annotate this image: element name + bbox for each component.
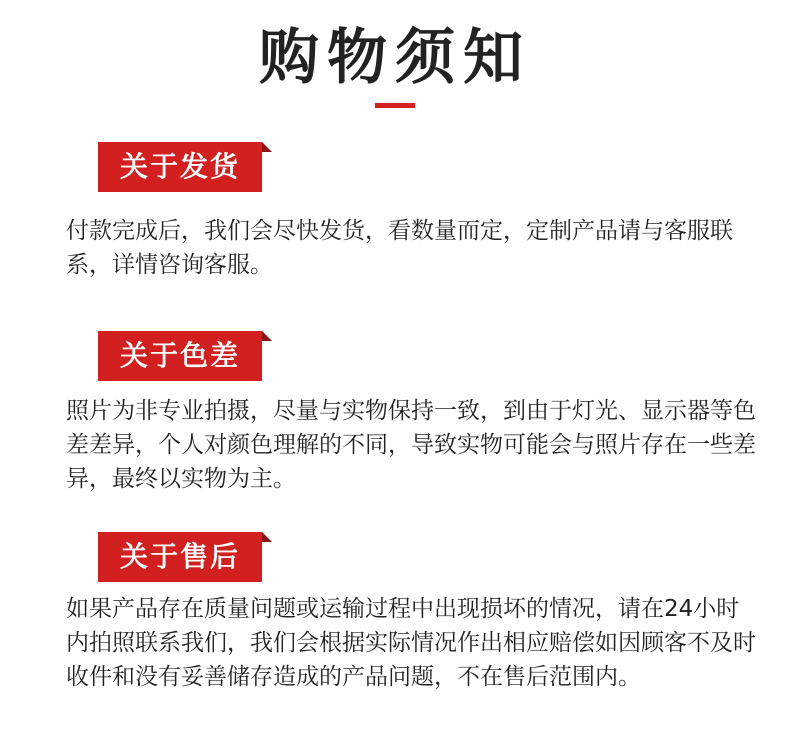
section-text-shipping: 付款完成后，我们会尽快发货，看数量而定，定制产品请与客服联系，详情咨询客服。 (66, 218, 733, 278)
section-tag-color-difference: 关于色差 (98, 331, 262, 381)
tag-fold-decoration (262, 532, 272, 542)
section-tag-after-sales: 关于售后 (98, 532, 262, 582)
page-title: 购物须知 (259, 23, 531, 93)
title-underline (375, 103, 415, 108)
section-text-after-sales: 如果产品存在质量问题或运输过程中出现损坏的情况，请在24小时内拍照联系我们，我们会根据实际情况作出相应赔偿如因顾客不及时收件和没有妥善储存造成的产品问题，不在售后范围内。 (66, 596, 756, 690)
tag-fold-decoration (262, 142, 272, 152)
section-tag-shipping: 关于发货 (98, 142, 262, 192)
section-text-color-difference: 照片为非专业拍摄，尽量与实物保持一致，到由于灯光、显示器等色差差异，个人对颜色理解的不同，导致实物可能会与照片存在一些差异，最终以实物为主。 (66, 398, 756, 492)
tag-fold-decoration (262, 331, 272, 341)
